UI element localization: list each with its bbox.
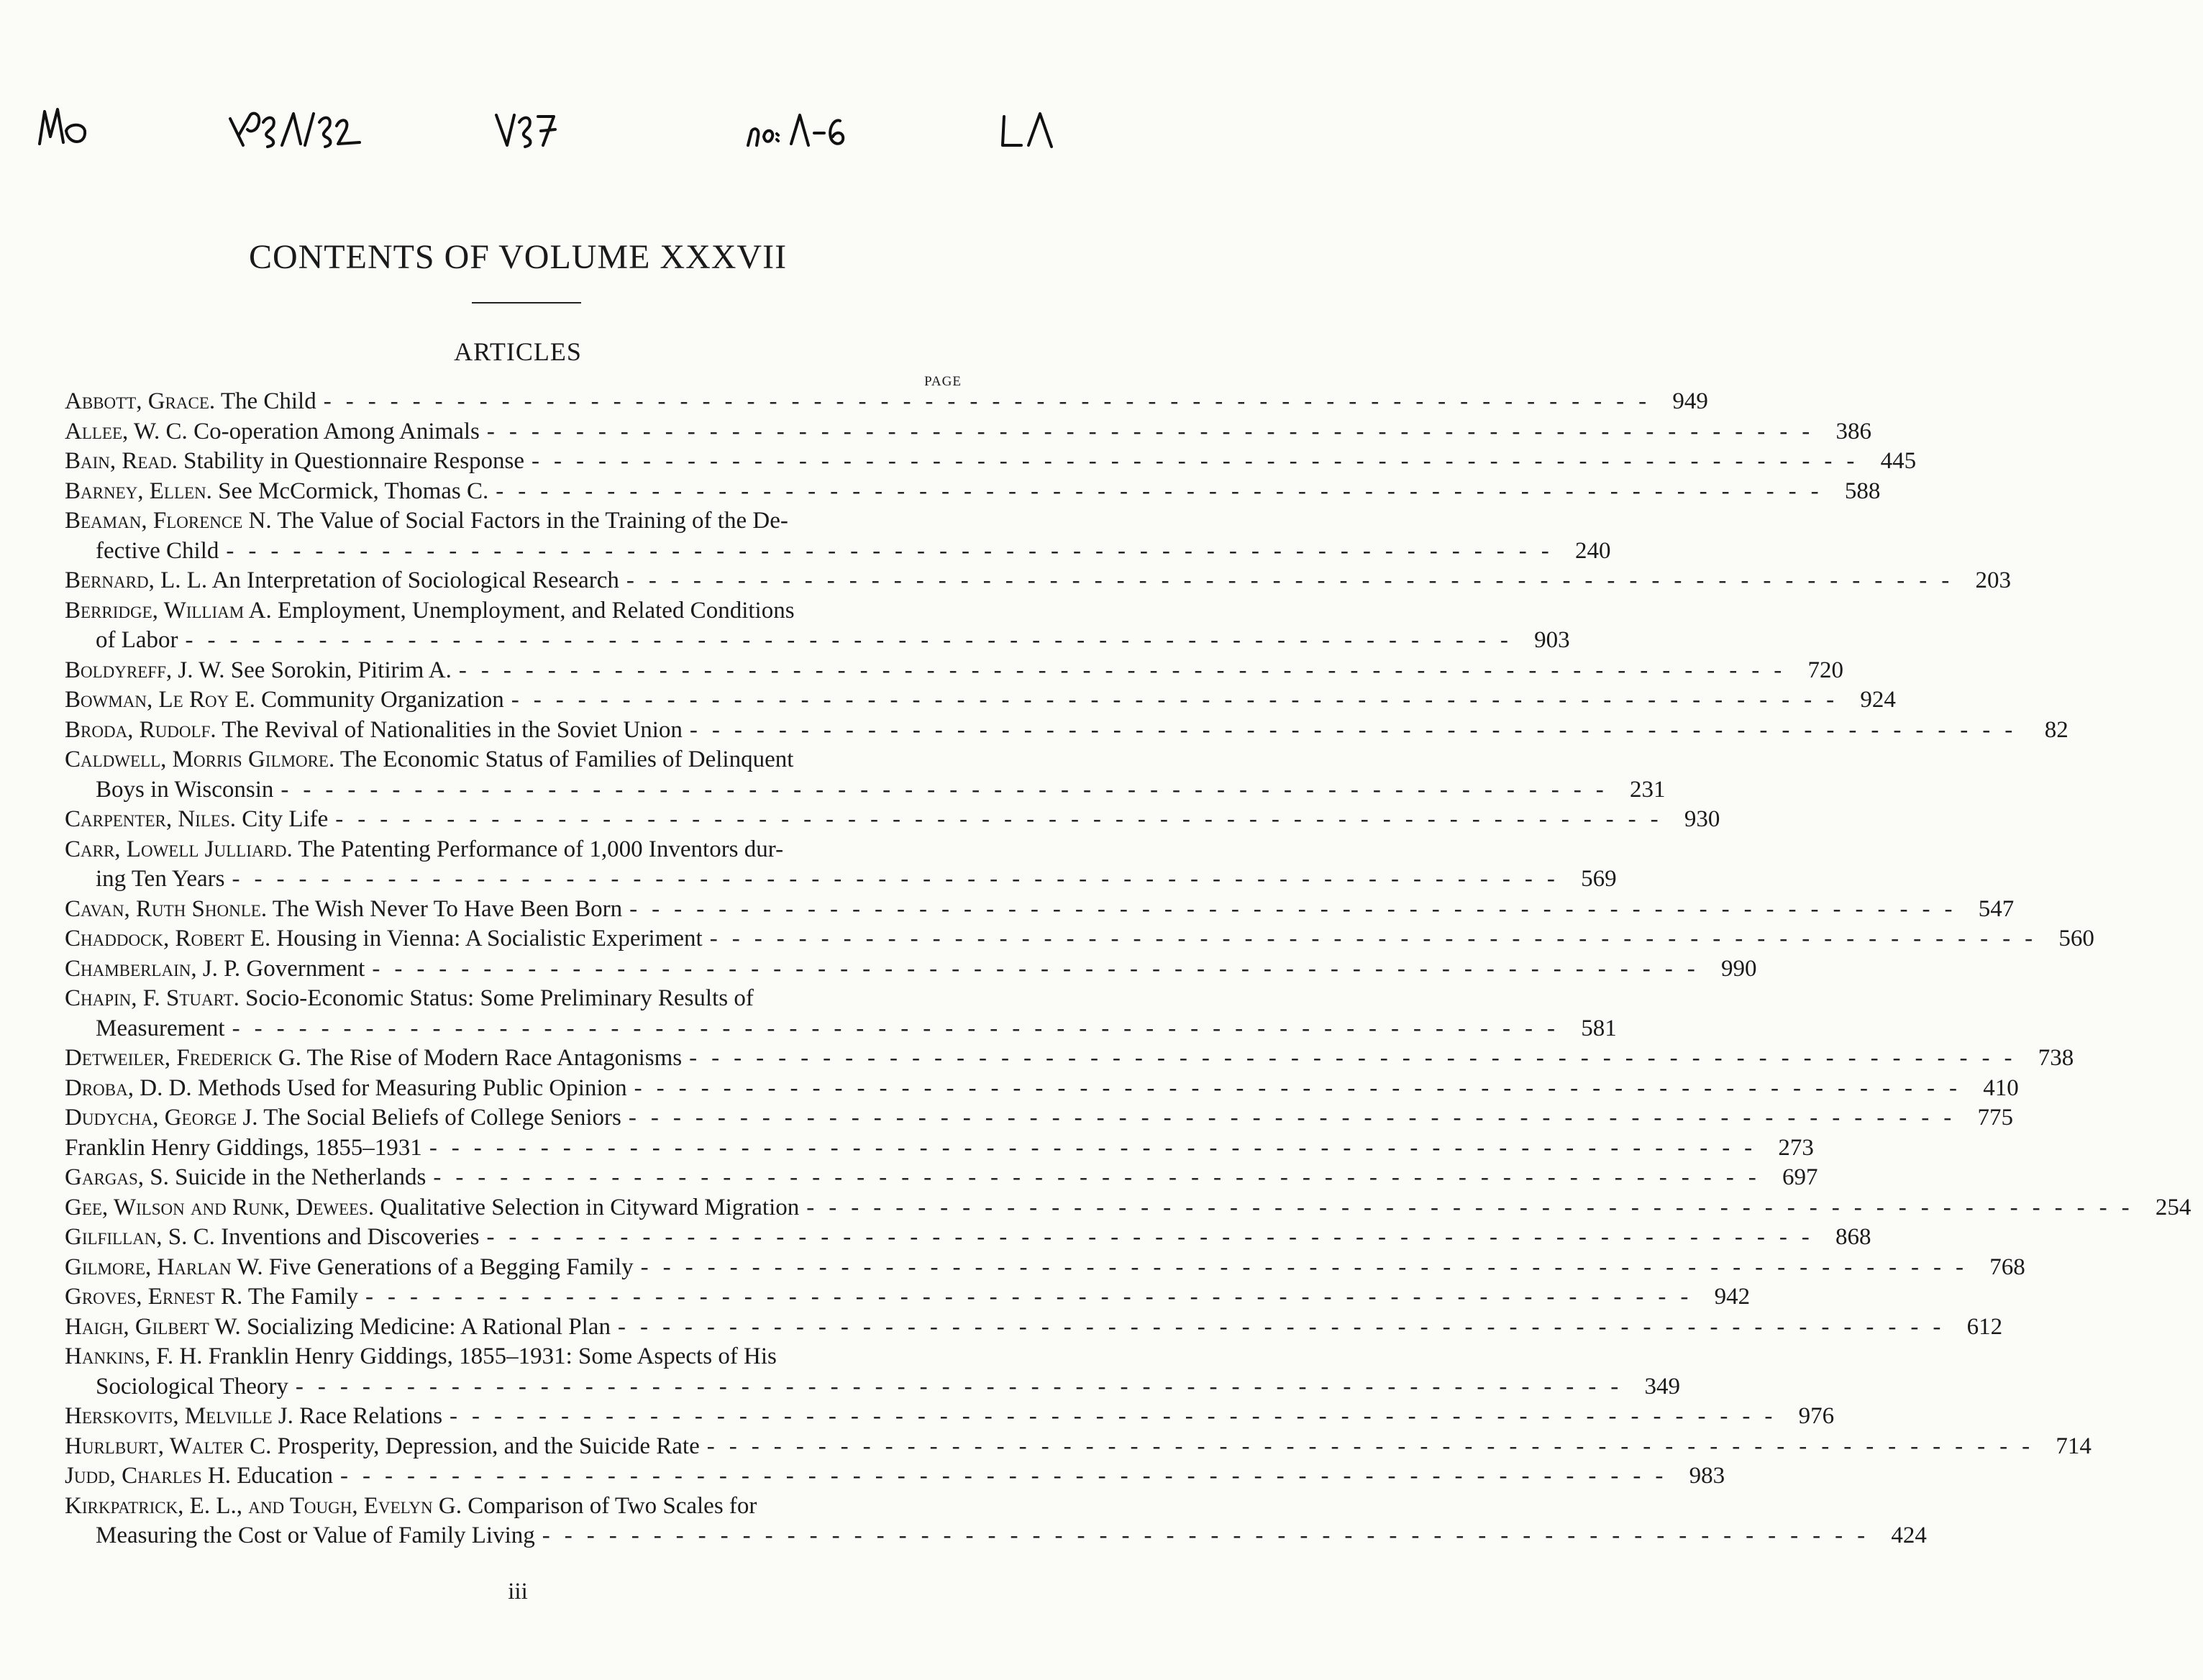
toc-entry xyxy=(65,566,2011,596)
toc-author: Beaman, Florence N. xyxy=(65,508,272,534)
toc-title: Government xyxy=(246,955,365,982)
toc-page-number: 924 xyxy=(1860,687,1896,713)
toc-entry-line xyxy=(65,895,2015,925)
toc-title: Qualitative Selection in Cityward Migration xyxy=(380,1194,800,1220)
dot-leader: ------------------------------------------------------------ xyxy=(185,627,1523,653)
toc-title: See McCormick, Thomas C. xyxy=(218,478,489,504)
toc-author: Caldwell, Morris Gilmore. xyxy=(65,747,335,772)
toc-entry-line xyxy=(65,1223,1871,1253)
dot-leader: ------------------------------------------------------------ xyxy=(280,776,1618,803)
toc-author: Carr, Lowell Julliard. xyxy=(65,836,293,862)
toc-title: See Sorokin, Pitirim A. xyxy=(230,657,452,683)
toc-entry xyxy=(65,984,1617,1044)
toc-title: The Revival of Nationalities in the Soviet Union xyxy=(222,716,683,743)
dot-leader: ------------------------------------------------------------ xyxy=(340,1463,1678,1489)
dot-leader: ------------------------------------------------------------ xyxy=(232,1015,1569,1041)
toc-entry-line xyxy=(65,537,1611,567)
dot-leader: ------------------------------------------------------------ xyxy=(709,926,2048,951)
toc-entry-line xyxy=(65,387,1708,417)
dot-leader: ------------------------------------------------------------ xyxy=(372,955,1710,982)
toc-entry xyxy=(65,417,1871,447)
toc-title: Five Generations of a Begging Family xyxy=(268,1254,634,1280)
toc-entry-line xyxy=(65,1521,1927,1551)
toc-title: Inventions and Discoveries xyxy=(221,1224,480,1250)
toc-author: Barney, Ellen. xyxy=(65,478,212,504)
toc-author: Gee, Wilson and Runk, Dewees. xyxy=(65,1194,375,1220)
dot-leader: ------------------------------------------------------------ xyxy=(496,478,1833,504)
dot-leader: ------------------------------------------------------------ xyxy=(626,567,1964,593)
toc-author: Boldyreff, J. W. xyxy=(65,657,225,683)
toc-entry-line xyxy=(65,477,1881,507)
toc-entry xyxy=(65,1193,2191,1223)
toc-entry-line xyxy=(65,1282,1751,1312)
toc-entry xyxy=(65,1342,1681,1402)
toc-entry-line xyxy=(65,596,975,626)
toc-page-number: 386 xyxy=(1835,418,1871,444)
dot-leader: ------------------------------------------------------------ xyxy=(486,418,1825,444)
contents-list xyxy=(65,387,2191,1551)
toc-author: Groves, Ernest R. xyxy=(65,1284,243,1310)
toc-entry-line xyxy=(65,685,1896,716)
toc-entry-line xyxy=(65,954,1757,985)
toc-page-number: 203 xyxy=(1975,567,2011,593)
dot-leader: ------------------------------------------------------------ xyxy=(806,1194,2144,1220)
toc-entry xyxy=(65,835,1617,895)
toc-title: Methods Used for Measuring Public Opinion xyxy=(197,1074,627,1101)
toc-title: An Interpretation of Sociological Research xyxy=(211,567,619,593)
toc-page-number: 231 xyxy=(1630,776,1666,803)
toc-author: Berridge, William A. xyxy=(65,597,272,624)
toc-title: The Wish Never To Have Been Born xyxy=(272,895,623,922)
toc-page-number: 547 xyxy=(1978,895,2015,922)
toc-entry-line xyxy=(65,417,1871,447)
dot-leader: ------------------------------------------------------------ xyxy=(640,1254,1979,1280)
toc-title: Boys in Wisconsin xyxy=(96,776,274,803)
toc-title: The Child xyxy=(220,388,316,414)
toc-page-number: 254 xyxy=(2155,1194,2191,1220)
toc-entry-line xyxy=(65,1103,2013,1133)
toc-entry xyxy=(65,895,2015,925)
toc-entry xyxy=(65,1282,1751,1312)
toc-author: Abbott, Grace. xyxy=(65,388,216,414)
toc-entry xyxy=(65,1402,1835,1432)
toc-author: Gargas, S. xyxy=(65,1164,169,1190)
toc-title: The Value of Social Factors in the Training of the De- xyxy=(277,508,788,534)
toc-entry-line xyxy=(65,805,1720,835)
toc-entry xyxy=(65,1461,1725,1492)
toc-page-number: 445 xyxy=(1880,448,1917,474)
dot-leader: ------------------------------------------------------------ xyxy=(511,687,1849,713)
toc-title: The Economic Status of Families of Delinquent xyxy=(339,747,794,772)
toc-author: Broda, Rudolf. xyxy=(65,716,216,743)
dot-leader: ------------------------------------------------------------ xyxy=(450,1403,1787,1429)
toc-entry xyxy=(65,1133,1814,1164)
section-heading: ARTICLES xyxy=(454,337,582,366)
toc-author: Chamberlain, J. P. xyxy=(65,955,241,982)
toc-entry xyxy=(65,1044,2074,1074)
dot-leader: ------------------------------------------------------------ xyxy=(629,895,1967,922)
toc-entry-line xyxy=(65,835,975,865)
toc-page-number: 720 xyxy=(1807,657,1843,683)
toc-author: Allee, W. C. xyxy=(65,418,188,444)
toc-title: Measuring the Cost or Value of Family Living xyxy=(96,1522,535,1548)
toc-author: Carpenter, Niles. xyxy=(65,806,236,832)
toc-entry xyxy=(65,1253,2025,1283)
toc-title: Stability in Questionnaire Response xyxy=(183,448,525,474)
toc-entry xyxy=(65,1312,2003,1343)
toc-author: Judd, Charles H. xyxy=(65,1463,231,1489)
toc-entry xyxy=(65,506,1611,566)
toc-page-number: 949 xyxy=(1672,388,1708,414)
dot-leader: ------------------------------------------------------------ xyxy=(295,1373,1633,1400)
dot-leader: ------------------------------------------------------------ xyxy=(458,657,1797,683)
toc-author: Chapin, F. Stuart. xyxy=(65,985,240,1011)
toc-page-number: 349 xyxy=(1644,1373,1681,1400)
toc-entry xyxy=(65,1074,2019,1104)
title-rule xyxy=(472,302,581,303)
toc-page-number: 990 xyxy=(1720,955,1757,982)
toc-title: Education xyxy=(237,1463,334,1489)
toc-entry-line xyxy=(65,924,2094,954)
toc-entry xyxy=(65,716,2069,746)
toc-page-number: 903 xyxy=(1534,627,1570,653)
toc-entry-line xyxy=(65,566,2011,596)
toc-title: Suicide in the Netherlands xyxy=(175,1164,427,1190)
toc-entry-line xyxy=(65,1163,1818,1193)
toc-title: Prosperity, Depression, and the Suicide Rate xyxy=(277,1433,700,1459)
toc-title: Housing in Vienna: A Socialistic Experiment xyxy=(276,926,703,951)
handwritten-call-number xyxy=(0,93,1096,173)
toc-title: Socializing Medicine: A Rational Plan xyxy=(247,1313,611,1340)
toc-title: The Family xyxy=(247,1284,358,1310)
toc-title: ing Ten Years xyxy=(96,866,225,892)
toc-title: The Rise of Modern Race Antagonisms xyxy=(306,1045,683,1071)
toc-entry-line xyxy=(65,1372,1681,1402)
toc-page-number: 942 xyxy=(1714,1284,1751,1310)
toc-title: City Life xyxy=(242,806,329,832)
toc-page-number: 588 xyxy=(1844,478,1881,504)
toc-title: Comparison of Two Scales for xyxy=(467,1492,757,1519)
handwritten-call-number-text: Mo 1931/32 V37 no. 1-6 LA xyxy=(0,93,9,94)
toc-entry-line xyxy=(65,775,1666,805)
toc-entry-line xyxy=(65,1432,2092,1462)
dot-leader: ------------------------------------------------------------ xyxy=(532,448,1869,474)
toc-title: The Patenting Performance of 1,000 Inventors dur- xyxy=(298,836,784,862)
toc-entry xyxy=(65,1163,1818,1193)
toc-entry xyxy=(65,685,1896,716)
toc-author: Kirkpatrick, E. L., and Tough, Evelyn G. xyxy=(65,1492,462,1519)
toc-entry-line xyxy=(65,745,975,775)
toc-entry-line xyxy=(65,506,975,537)
toc-entry-line xyxy=(65,1492,975,1522)
toc-entry xyxy=(65,1432,2092,1462)
toc-entry xyxy=(65,596,1570,656)
toc-page-number: 976 xyxy=(1798,1403,1835,1429)
toc-title: Franklin Henry Giddings, 1855–1931: Some Aspects of His xyxy=(208,1343,777,1369)
dot-leader: ------------------------------------------------------------ xyxy=(232,866,1569,892)
toc-title: Sociological Theory xyxy=(96,1373,288,1400)
toc-entry-line xyxy=(65,1342,975,1372)
toc-page-number: 930 xyxy=(1684,806,1720,832)
toc-author: Bain, Read. xyxy=(65,448,178,474)
toc-entry xyxy=(65,387,1708,417)
toc-title: Franklin Henry Giddings, 1855–1931 xyxy=(65,1134,422,1161)
toc-author: Bernard, L. L. xyxy=(65,567,208,593)
toc-author: Herskovits, Melville J. xyxy=(65,1403,293,1429)
toc-page-number: 424 xyxy=(1891,1522,1927,1548)
toc-entry-line xyxy=(65,1014,1617,1044)
dot-leader: ------------------------------------------------------------ xyxy=(706,1433,2045,1459)
toc-entry xyxy=(65,447,1917,477)
toc-page-number: 697 xyxy=(1782,1164,1818,1190)
dot-leader: ------------------------------------------------------------ xyxy=(634,1074,1971,1101)
toc-entry-line xyxy=(65,716,2069,746)
toc-entry-line xyxy=(65,1312,2003,1343)
toc-entry-line xyxy=(65,984,975,1014)
toc-entry xyxy=(65,924,2094,954)
toc-title: Socio-Economic Status: Some Preliminary Results of xyxy=(245,985,754,1011)
toc-page-number: 273 xyxy=(1778,1134,1814,1161)
toc-author: Bowman, Le Roy E. xyxy=(65,687,255,713)
dot-leader: ------------------------------------------------------------ xyxy=(689,716,2028,743)
toc-entry-line xyxy=(65,1044,2074,1074)
page-column-label: PAGE xyxy=(924,374,962,389)
toc-page-number: 581 xyxy=(1581,1015,1617,1041)
toc-page-number: 569 xyxy=(1581,866,1617,892)
page-folio: iii xyxy=(508,1579,528,1604)
toc-entry-line xyxy=(65,626,1570,656)
toc-title: Race Relations xyxy=(299,1403,443,1429)
toc-entry xyxy=(65,656,1843,686)
toc-entry-line xyxy=(65,1461,1725,1492)
dot-leader: ------------------------------------------------------------ xyxy=(617,1313,1956,1340)
toc-page-number: 868 xyxy=(1835,1224,1871,1250)
toc-author: Detweiler, Frederick G. xyxy=(65,1045,301,1071)
toc-page-number: 768 xyxy=(1989,1254,2025,1280)
toc-title: of Labor xyxy=(96,627,178,653)
dot-leader: ------------------------------------------------------------ xyxy=(429,1134,1767,1161)
toc-entry xyxy=(65,1103,2013,1133)
toc-page-number: 612 xyxy=(1966,1313,2003,1340)
toc-author: Cavan, Ruth Shonle. xyxy=(65,895,268,922)
toc-entry-line xyxy=(65,1402,1835,1432)
dot-leader: ------------------------------------------------------------ xyxy=(689,1045,2027,1071)
dot-leader: ------------------------------------------------------------ xyxy=(433,1164,1771,1190)
toc-entry-line xyxy=(65,656,1843,686)
toc-entry-line xyxy=(65,1133,1814,1164)
toc-entry xyxy=(65,477,1881,507)
toc-page-number: 240 xyxy=(1574,537,1611,564)
toc-title: The Social Beliefs of College Seniors xyxy=(263,1105,621,1131)
handwritten-call-number-drawing xyxy=(0,93,1096,173)
toc-entry xyxy=(65,805,1720,835)
toc-page-number: 983 xyxy=(1689,1463,1725,1489)
toc-page-number: 775 xyxy=(1977,1105,2013,1131)
toc-entry-line xyxy=(65,1074,2019,1104)
dot-leader: ------------------------------------------------------------ xyxy=(365,1284,1703,1310)
toc-title: Community Organization xyxy=(261,687,504,713)
toc-page-number: 560 xyxy=(2058,926,2094,951)
toc-author: Chaddock, Robert E. xyxy=(65,926,271,951)
toc-author: Droba, D. D. xyxy=(65,1074,192,1101)
toc-page-number: 714 xyxy=(2056,1433,2092,1459)
toc-author: Dudycha, George J. xyxy=(65,1105,258,1131)
toc-entry-line xyxy=(65,447,1917,477)
toc-entry xyxy=(65,1223,1871,1253)
toc-entry-line xyxy=(65,1253,2025,1283)
dot-leader: ------------------------------------------------------------ xyxy=(335,806,1673,832)
toc-author: Haigh, Gilbert W. xyxy=(65,1313,241,1340)
toc-author: Hurlburt, Walter C. xyxy=(65,1433,272,1459)
toc-author: Gilmore, Harlan W. xyxy=(65,1254,263,1280)
page-title: CONTENTS OF VOLUME XXXVII xyxy=(248,238,788,276)
toc-page-number: 410 xyxy=(1983,1074,2019,1101)
toc-entry-line xyxy=(65,1193,2191,1223)
toc-title: Co-operation Among Animals xyxy=(193,418,480,444)
toc-title: Measurement xyxy=(96,1015,225,1041)
dot-leader: ------------------------------------------------------------ xyxy=(486,1224,1824,1250)
dot-leader: ------------------------------------------------------------ xyxy=(323,388,1661,414)
dot-leader: ------------------------------------------------------------ xyxy=(628,1105,1966,1131)
toc-entry xyxy=(65,954,1757,985)
toc-title: Employment, Unemployment, and Related Conditions xyxy=(277,597,795,624)
dot-leader: ------------------------------------------------------------ xyxy=(226,537,1564,564)
toc-entry-line xyxy=(65,864,1617,895)
toc-entry xyxy=(65,1492,1927,1551)
toc-author: Hankins, F. H. xyxy=(65,1343,203,1369)
dot-leader: ------------------------------------------------------------ xyxy=(542,1522,1880,1548)
toc-entry xyxy=(65,745,1666,805)
toc-title: fective Child xyxy=(96,537,219,564)
toc-page-number: 738 xyxy=(2038,1045,2074,1071)
toc-page-number: 82 xyxy=(2044,716,2069,743)
toc-author: Gilfillan, S. C. xyxy=(65,1224,215,1250)
